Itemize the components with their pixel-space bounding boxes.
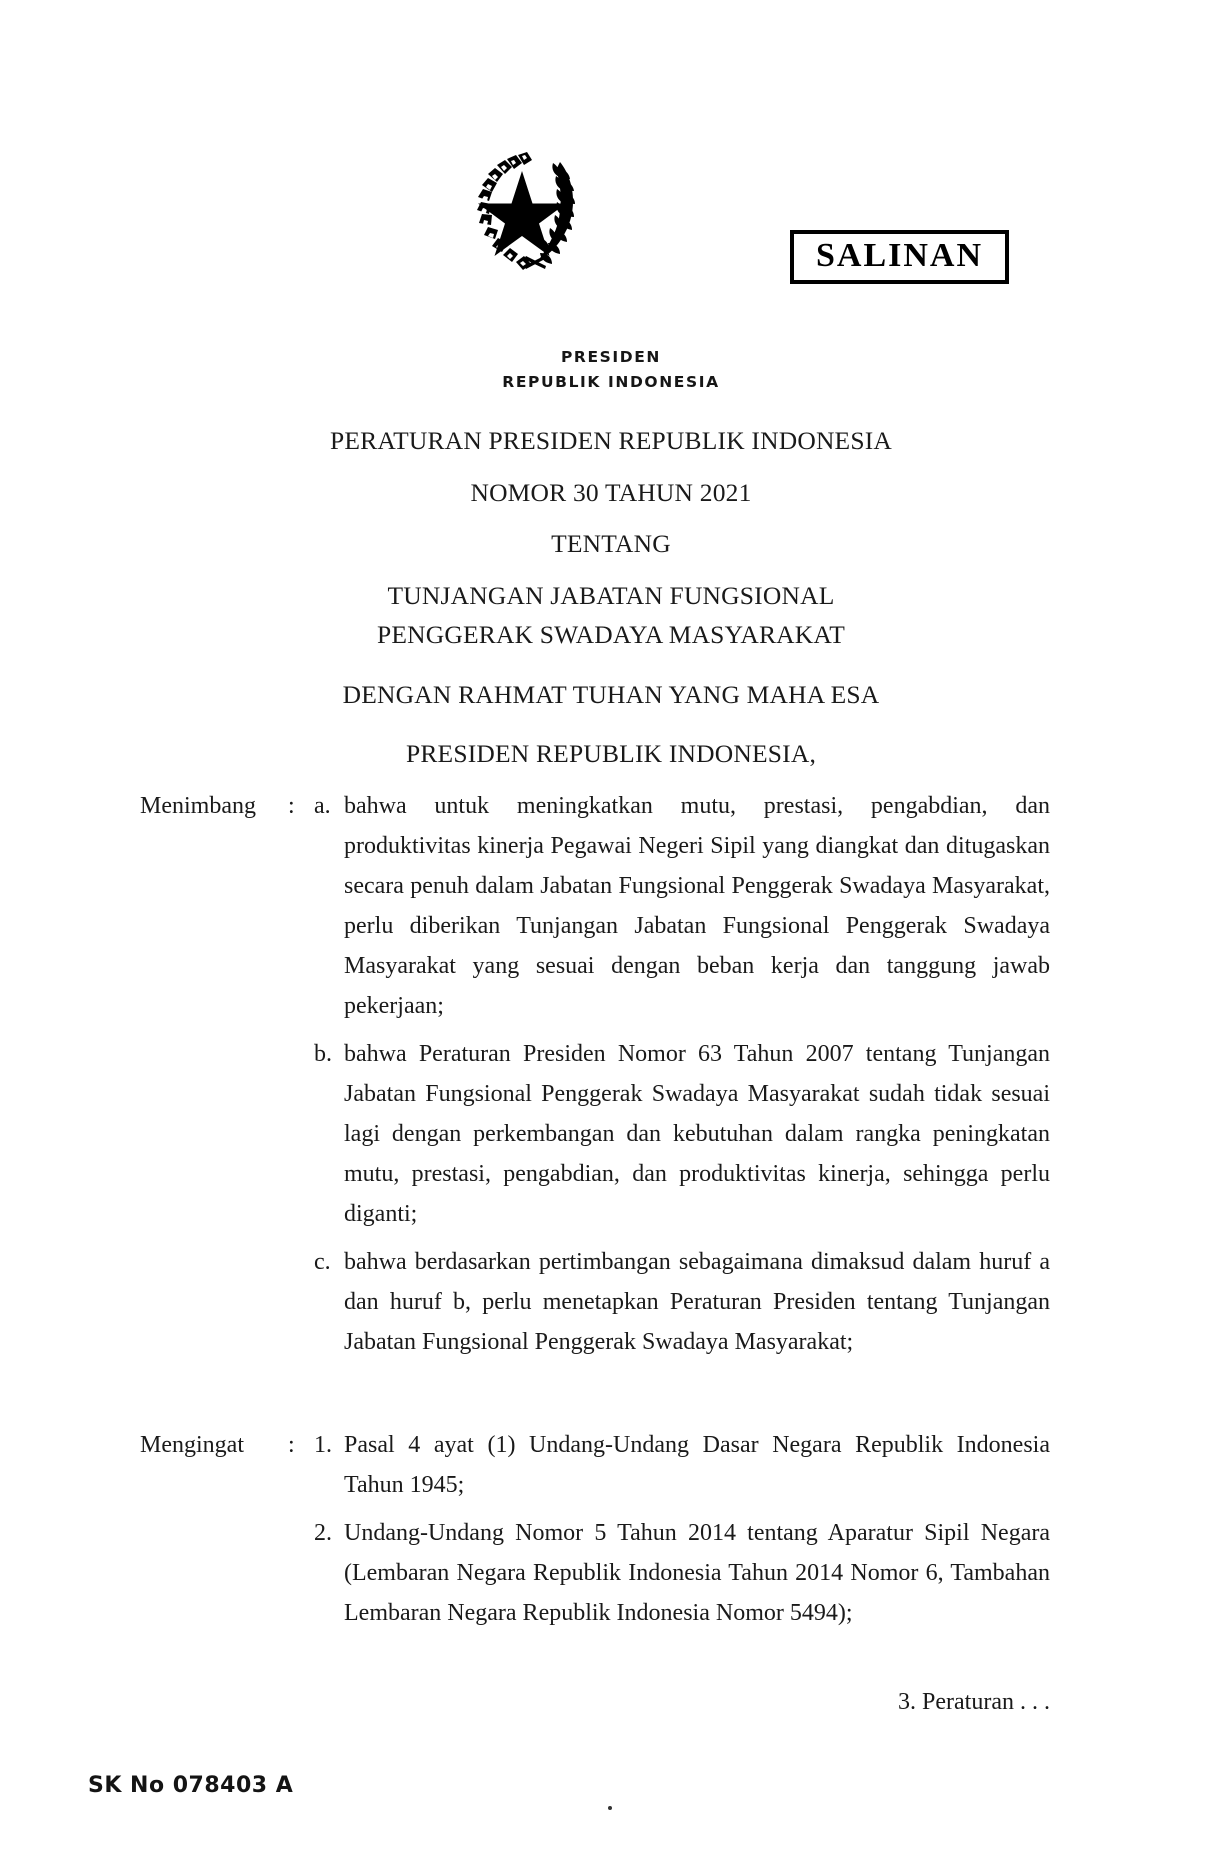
list-item-marker: b. [314,1041,332,1067]
list-item [314,786,1050,1026]
regulation-subject-line-2: PENGGERAK SWADAYA MASYARAKAT [377,620,845,649]
list-item-text: bahwa Peraturan Presiden Nomor 63 Tahun 2007 tentang Tunjangan Jabatan Fungsional Penggerak Swadaya Masyarakat sudah tidak sesuai lagi dengan perkembangan dan kebutuhan dalam rangka peningkatan mutu, prestasi, pengabdian, dan produktivitas kinerja, sehingga perlu diganti; [344,1041,1050,1227]
president-caption-line-2: REPUBLIK INDONESIA [502,373,720,392]
list-item [314,1425,1050,1505]
list-item-marker: 2. [314,1520,332,1546]
clause-menimbang-label: Menimbang [140,793,256,819]
masthead [0,130,1222,340]
salinan-stamp-label: SALINAN [816,237,984,274]
issuer-line: PRESIDEN REPUBLIK INDONESIA, [405,739,817,768]
regulation-title-line-1: PERATURAN PRESIDEN REPUBLIK INDONESIA [329,426,893,455]
list-item-marker: a. [314,793,331,819]
list-item [314,1513,1050,1633]
list-item [314,1034,1050,1234]
list-item-marker: 1. [314,1432,332,1458]
regulation-number: NOMOR 30 TAHUN 2021 [470,477,752,507]
regulation-tentang-label: TENTANG [551,529,671,558]
president-caption-line-1: PRESIDEN [560,348,662,366]
clause-menimbang-items [314,786,1050,1362]
list-item-marker: c. [314,1249,331,1275]
list-item-text: bahwa untuk meningkatkan mutu, prestasi, pengabdian, dan produktivitas kinerja Pegawai Negeri Sipil yang diangkat dan ditugaskan secara penuh dalam Jabatan Fungsional Penggerak Swadaya Masyarakat, perlu diberikan Tunjangan Jabatan Fungsional Penggerak Swadaya Masyarakat yang sesuai dengan beban kerja dan tanggung jawab pekerjaan; [344,793,1050,1019]
footer-center-dot [608,1806,612,1810]
clause-menimbang-colon: : [288,793,295,819]
footer-sk-stamp: SK No 078403 A [88,1773,294,1798]
list-item [314,1242,1050,1362]
clause-menimbang [140,786,1050,1362]
regulation-subject-line-1: TUNJANGAN JABATAN FUNGSIONAL [387,580,835,610]
page-continuation-marker: 3. Peraturan . . . [898,1689,1050,1715]
salinan-stamp [790,230,1009,284]
president-caption [0,345,1222,394]
list-item-text: Pasal 4 ayat (1) Undang-Undang Dasar Negara Republik Indonesia Tahun 1945; [344,1432,1050,1498]
clause-mengingat-label: Mengingat [140,1432,244,1458]
clause-mengingat-items [314,1425,1050,1633]
invocation-line: DENGAN RAHMAT TUHAN YANG MAHA ESA [342,679,880,709]
garuda-star-wreath-emblem-icon [452,138,592,278]
list-item-text: bahwa berdasarkan pertimbangan sebagaimana dimaksud dalam huruf a dan huruf b, perlu menetapkan Peraturan Presiden tentang Tunjangan Jabatan Fungsional Penggerak Swadaya Masyarakat; [344,1249,1050,1355]
list-item-text: Undang-Undang Nomor 5 Tahun 2014 tentang Aparatur Sipil Negara (Lembaran Negara Republik Indonesia Tahun 2014 Nomor 6, Tambahan Lembaran Negara Republik Indonesia Nomor 5494); [344,1520,1050,1626]
clause-mengingat-colon: : [288,1432,295,1458]
title-block [0,428,1222,767]
clause-mengingat [140,1425,1050,1633]
